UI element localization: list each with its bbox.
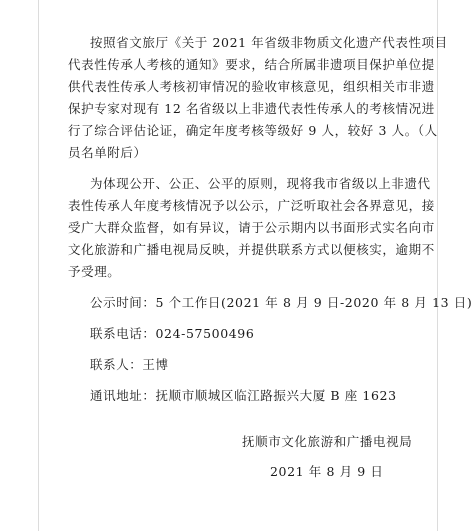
paragraph2-line-5: 予受理。 [68,264,121,279]
issuing-authority: 抚顺市文化旅游和广播电视局 [242,434,413,449]
paragraph2-line-2: 表性传承人年度考核情况予以公示，广泛听取社会各界意见，接 [68,198,435,213]
paragraph1-line-6: 员名单附后） [68,145,147,160]
paragraph2-line-3: 受广大群众监督，如有异议，请于公示期内以书面形式实名向市 [68,220,435,235]
paragraph1-line-4: 保护专家对现有 12 名省级以上非遗代表性传承人的考核情况进 [68,101,435,116]
publicity-period: 公示时间：5 个工作日(2021 年 8 月 9 日-2020 年 8 月 13 日) [90,295,473,310]
contact-person: 联系人：王博 [90,357,169,372]
paragraph1-line-5: 行了综合评估论证，确定年度考核等级好 9 人，较好 3 人。（人 [68,123,438,138]
paragraph1-line-3: 供代表性传承人考核初审情况的验收审核意见，组织相关市非遗 [68,79,435,94]
issue-date: 2021 年 8 月 9 日 [270,464,384,479]
contact-phone: 联系电话：024-57500496 [90,326,255,341]
paragraph2-line-4: 文化旅游和广播电视局反映，并提供联系方式以便核实，逾期不 [68,242,435,257]
paragraph1-line-1: 按照省文旅厅《关于 2021 年省级非物质文化遗产代表性项目 [90,35,448,50]
mailing-address: 通讯地址：抚顺市顺城区临江路振兴大厦 B 座 1623 [90,388,397,403]
paragraph2-line-1: 为体现公开、公正、公平的原则，现将我市省级以上非遗代 [90,176,431,191]
paragraph1-line-2: 代表性传承人考核的通知》要求，结合所属非遗项目保护单位提 [68,57,435,72]
